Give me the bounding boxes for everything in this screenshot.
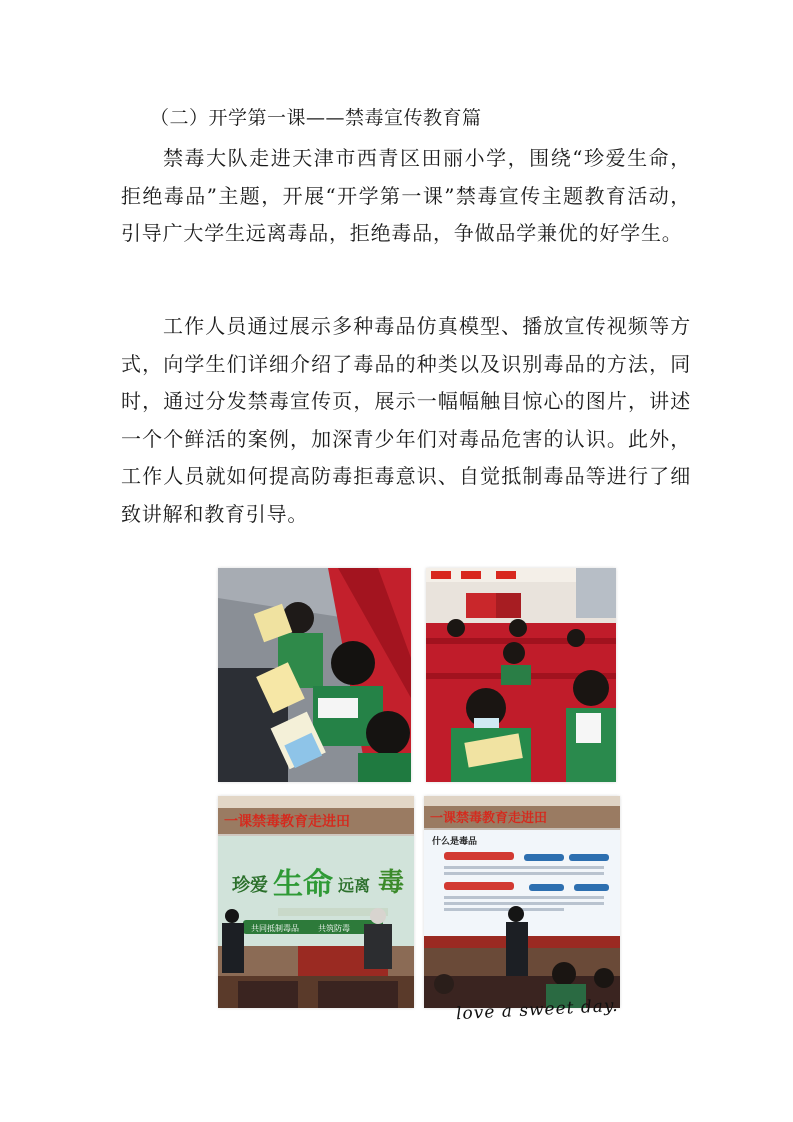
banner-text-right: 一课禁毒教育走进田	[430, 811, 548, 826]
photo-students-reading-left	[218, 568, 411, 782]
screen-title-c: 远离	[338, 876, 371, 895]
photo-collage	[218, 568, 620, 1018]
handwritten-signature: love a sweet day.	[455, 995, 620, 1025]
screen-title-a: 珍爱	[232, 875, 268, 896]
section-heading: （二）开学第一课——禁毒宣传教育篇	[150, 107, 482, 129]
banner-text-left: 一课禁毒教育走进田	[224, 814, 350, 830]
photo-presentation-screen-left-image	[218, 796, 414, 1008]
photo-presentation-screen-right	[424, 796, 620, 1008]
photo-students-auditorium-image	[426, 568, 616, 782]
photo-students-auditorium	[426, 568, 616, 782]
screen-right-title: 什么是毒品	[432, 837, 478, 847]
screen-line-2: 共筑防毒	[318, 924, 350, 933]
photo-students-reading-left-image	[218, 568, 411, 782]
photo-presentation-screen-left	[218, 796, 414, 1008]
screen-line-1: 共同抵制毒品	[251, 924, 299, 933]
paragraph-2: 工作人员通过展示多种毒品仿真模型、播放宣传视频等方式，向学生们详细介绍了毒品的种类以及识别毒品的方法，同时，通过分发禁毒宣传页，展示一幅幅触目惊心的图片，讲述一个个鲜活的案例，加深青少年们对毒品危害的认识。此外，工作人员就如何提高防毒拒毒意识、自觉抵制毒品等进行了细致讲解和教育引导。	[121, 314, 691, 526]
photo-presentation-screen-right-image	[424, 796, 620, 1008]
paragraph-1: 禁毒大队走进天津市西青区田丽小学，围绕“珍爱生命，拒绝毒品”主题，开展“开学第一课”禁毒宣传主题教育活动，引导广大学生远离毒品，拒绝毒品，争做品学兼优的好学生。	[121, 146, 691, 246]
screen-title-b: 生命	[273, 867, 333, 902]
screen-title-d: 毒	[378, 868, 405, 898]
